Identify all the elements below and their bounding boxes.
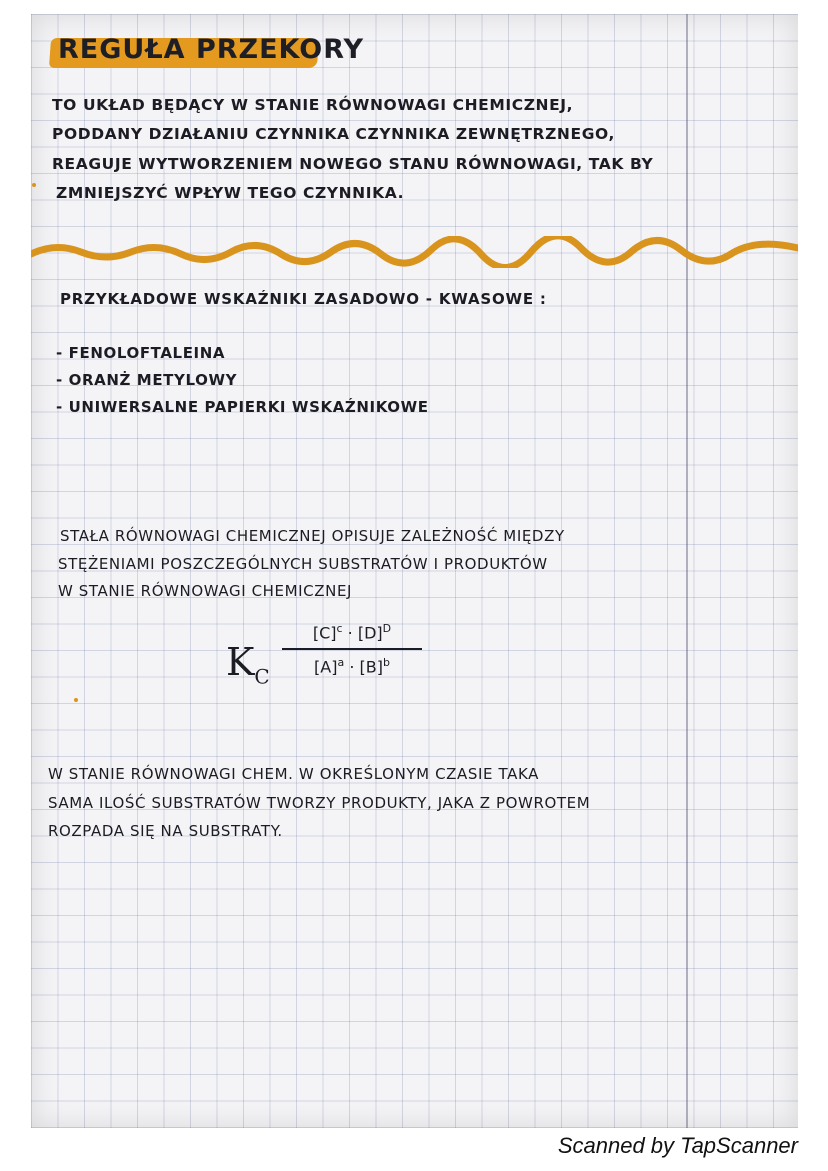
definition-line: PODDANY DZIAŁANIU CZYNNIKA CZYNNIKA ZEWNĘTRZNEGO, [52,125,615,143]
constant-line: STAŁA RÓWNOWAGI CHEMICZNEJ OPISUJE ZALEŻNOŚĆ MIĘDZY [60,527,565,545]
formula-numerator: $[C]^c \cdot [D]^D$ [312,622,392,643]
title-highlight [50,30,365,72]
constant-line: STĘŻENIAMI POSZCZEGÓLNYCH SUBSTRATÓW I PRODUKTÓW [58,555,548,573]
scanner-watermark: Scanned by TapScanner [557,1133,798,1158]
definition-line: REAGUJE WYTWORZENIEM NOWEGO STANU RÓWNOWAGI, TAK BY [52,155,654,173]
constant-line: W STANIE RÓWNOWAGI CHEMICZNEJ [58,582,353,600]
formula-fraction [282,622,422,677]
margin-line [686,14,688,1128]
definition-line: ZMNIEJSZYĆ WPŁYW TEGO CZYNNIKA. [56,184,405,202]
fraction-bar [282,648,422,650]
list-item: - UNIWERSALNE PAPIERKI WSKAŹNIKOWE [56,398,429,416]
equilibrium-line: W STANIE RÓWNOWAGI CHEM. W OKREŚLONYM CZASIE TAKA [48,765,539,783]
indicators-heading: PRZYKŁADOWE WSKAŹNIKI ZASADOWO - KWASOWE : [60,290,547,308]
wavy-divider [31,236,798,268]
formula-denominator: $[A]^a \cdot [B]^b$ [314,656,390,677]
list-item: - ORANŻ METYLOWY [56,371,238,389]
equilibrium-constant-formula [226,618,436,698]
stray-ink-dot [32,183,36,187]
stray-ink-dot [74,698,78,702]
list-item: - FENOLOFTALEINA [56,344,226,362]
equilibrium-line: SAMA ILOŚĆ SUBSTRATÓW TWORZY PRODUKTY, JAKA Z POWROTEM [48,794,591,812]
kc-symbol: $K_C$ [226,640,270,689]
page-title: REGUŁA PRZEKORY [58,34,365,65]
definition-line: TO UKŁAD BĘDĄCY W STANIE RÓWNOWAGI CHEMICZNEJ, [52,96,574,114]
equilibrium-line: ROZPADA SIĘ NA SUBSTRATY. [48,822,283,840]
